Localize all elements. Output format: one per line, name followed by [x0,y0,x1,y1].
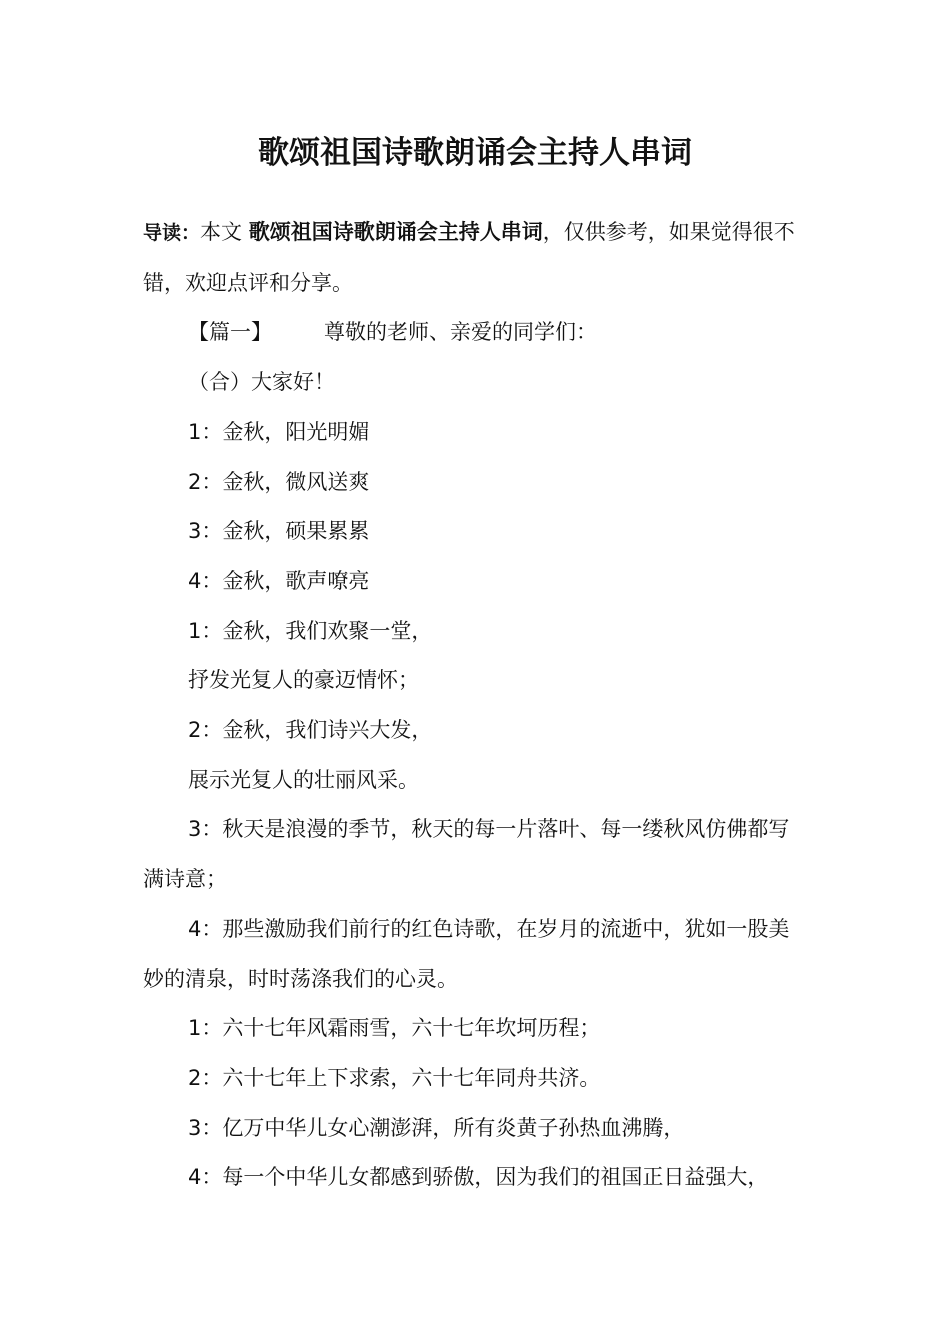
script-line: 1：金秋，阳光明媚 [188,419,370,444]
document-title: 歌颂祖国诗歌朗诵会主持人串词 [258,134,692,171]
section-greeting: 尊敬的老师、亲爱的同学们： [324,320,597,345]
section-tag: 【篇一】 [188,320,272,345]
document-body [143,208,808,1203]
script-line: 抒发光复人的豪迈情怀； [188,668,419,693]
script-line: 1：六十七年风霜雨雪，六十七年坎坷历程； [188,1016,601,1041]
section-heading-paragraph [143,308,808,358]
script-line: 3：秋天是浪漫的季节，秋天的每一片落叶、每一缕秋风仿佛都写满诗意； [143,817,790,892]
script-line: 2：金秋，微风送爽 [188,469,370,494]
intro-label: 导读： [143,222,201,244]
script-line: （合）大家好！ [188,370,335,395]
intro-suffix: ，仅供参考，如果觉得很不错，欢迎点评和分享。 [143,220,795,295]
intro-prefix: 本文 [200,220,243,244]
script-line: 4：金秋，歌声嘹亮 [188,568,370,593]
script-line: 1：金秋，我们欢聚一堂， [188,618,433,643]
script-line: 4：每一个中华儿女都感到骄傲，因为我们的祖国正日益强大， [188,1165,769,1190]
intro-paragraph [143,208,808,308]
script-line: 展示光复人的壮丽风采。 [188,767,419,792]
script-line: 3：亿万中华儿女心潮澎湃，所有炎黄子孙热血沸腾， [188,1115,685,1140]
script-line: 2：六十七年上下求索，六十七年同舟共济。 [188,1065,601,1090]
script-line: 3：金秋，硕果累累 [188,519,370,544]
script-line: 4：那些激励我们前行的红色诗歌，在岁月的流逝中，犹如一股美妙的清泉，时时荡涤我们的心灵。 [143,916,790,991]
intro-article-name: 歌颂祖国诗歌朗诵会主持人串词 [248,220,543,244]
script-line: 2：金秋，我们诗兴大发， [188,718,433,743]
